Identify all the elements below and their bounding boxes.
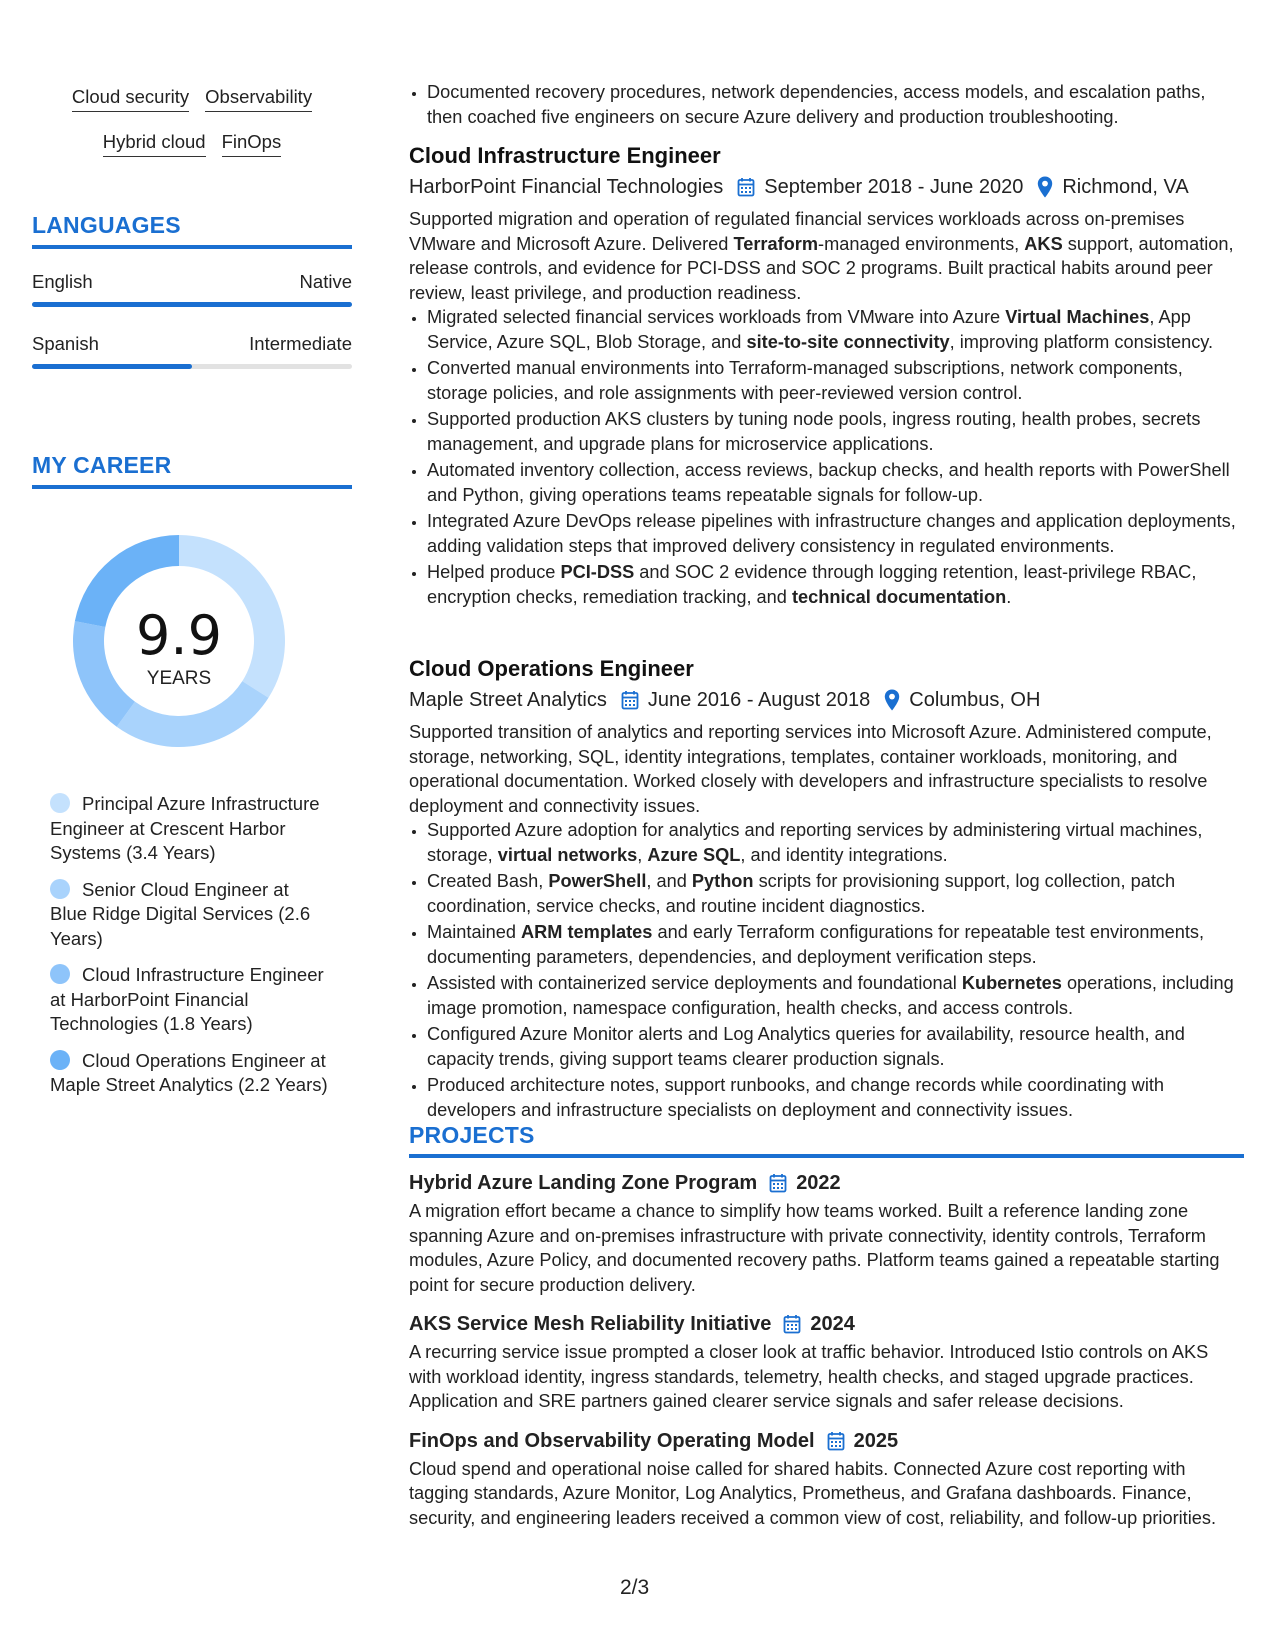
job-title: Cloud Operations Engineer bbox=[409, 656, 694, 681]
legend-item bbox=[50, 878, 330, 952]
company-name: HarborPoint Financial Technologies bbox=[409, 176, 724, 198]
job-description: Supported migration and operation of regulated financial services workloads across on-premises VMware and Microsoft Azure. Delivered Terraform-managed environments, AKS support, automation, release controls, and evidence for PCI-DSS and SOC 2 programs. Built practical habits around peer review, least privilege, and production readiness. bbox=[409, 209, 1234, 303]
skill-tags bbox=[32, 86, 352, 176]
previous-job-bullets bbox=[409, 80, 1244, 131]
section-rule bbox=[32, 485, 352, 489]
bullet-item: • Produced architecture notes, support runbooks, and change records while coordinating with developers and infrastructure specialists on deployment and connectivity issues. bbox=[427, 1073, 1244, 1122]
legend-dot bbox=[50, 793, 70, 813]
skill-tag: Cloud security bbox=[72, 86, 189, 112]
project-year: 2022 bbox=[796, 1172, 841, 1194]
company-name: Maple Street Analytics bbox=[409, 689, 607, 711]
language-bar-fill bbox=[32, 302, 352, 307]
tag-row bbox=[32, 131, 352, 157]
section-rule bbox=[32, 245, 352, 249]
legend-label: Cloud Operations Engineer at Maple Street Analytics (2.2 Years) bbox=[50, 1049, 328, 1095]
language-bar bbox=[32, 364, 352, 369]
tag-row bbox=[32, 86, 352, 112]
legend-dot bbox=[50, 879, 70, 899]
job-title: Cloud Infrastructure Engineer bbox=[409, 143, 721, 168]
project-name: FinOps and Observability Operating Model bbox=[409, 1429, 815, 1452]
calendar-icon bbox=[737, 177, 755, 197]
job-entry bbox=[409, 655, 1244, 1124]
job-entry bbox=[409, 142, 1244, 611]
legend-item bbox=[50, 963, 330, 1037]
calendar-icon bbox=[769, 1173, 787, 1193]
bullet-item: • Assisted with containerized service deployments and foundational Kubernetes operations, including image promotion, namespace configuration, health checks, and access controls. bbox=[427, 971, 1244, 1020]
project-year: 2025 bbox=[853, 1429, 899, 1452]
bullet-item: • Documented recovery procedures, network dependencies, access models, and escalation paths, then coached five engineers on secure Azure delivery and production troubleshooting. bbox=[427, 80, 1244, 129]
language-name: English bbox=[32, 271, 93, 292]
donut-center bbox=[66, 528, 292, 754]
career-total-years: 9.9 bbox=[136, 604, 222, 667]
calendar-icon bbox=[783, 1314, 801, 1334]
legend-label: Cloud Infrastructure Engineer at HarborPoint Financial Technologies (1.8 Years) bbox=[50, 964, 324, 1034]
language-level: Intermediate bbox=[249, 333, 352, 354]
career-legend bbox=[50, 792, 330, 1110]
calendar-icon bbox=[621, 690, 639, 710]
language-name: Spanish bbox=[32, 333, 99, 354]
job-location: Columbus, OH bbox=[909, 689, 1041, 711]
job-dates: September 2018 - June 2020 bbox=[764, 176, 1024, 198]
bullet-item: • Helped produce PCI-DSS and SOC 2 evidence through logging retention, least-privilege RBAC, encryption checks, remediation tracking, and technical documentation. bbox=[427, 560, 1244, 609]
language-item bbox=[32, 333, 352, 369]
calendar-icon bbox=[827, 1431, 845, 1451]
bullet-item: • Converted manual environments into Terraform-managed subscriptions, network components, storage policies, and role assignments with peer-reviewed version control. bbox=[427, 356, 1244, 405]
bullet-item: • Maintained ARM templates and early Terraform configurations for repeatable test environments, documenting parameters, dependencies, and deployment verification steps. bbox=[427, 920, 1244, 969]
project-description: A recurring service issue prompted a closer look at traffic behavior. Introduced Istio controls on AKS with workload identity, ingress standards, telemetry, health checks, and staged upgrade practices. Application and SRE partners gained clearer service signals and safer release decisions. bbox=[409, 1342, 1209, 1411]
projects-title: PROJECTS bbox=[409, 1122, 535, 1148]
job-bullets bbox=[409, 305, 1244, 609]
job-meta bbox=[409, 687, 1244, 713]
job-location: Richmond, VA bbox=[1062, 176, 1189, 198]
page-number: 2/3 bbox=[620, 1576, 650, 1599]
language-item bbox=[32, 271, 352, 307]
legend-item bbox=[50, 792, 330, 866]
projects-section bbox=[409, 1122, 1244, 1530]
legend-item bbox=[50, 1049, 330, 1098]
project-item bbox=[409, 1311, 1244, 1414]
career-title: MY CAREER bbox=[32, 452, 172, 478]
section-rule bbox=[409, 1154, 1244, 1158]
legend-label: Senior Cloud Engineer at Blue Ridge Digital Services (2.6 Years) bbox=[50, 878, 311, 949]
legend-dot bbox=[50, 1050, 70, 1070]
legend-label: Principal Azure Infrastructure Engineer at Crescent Harbor Systems (3.4 Years) bbox=[50, 793, 320, 863]
bullet-item: • Automated inventory collection, access reviews, backup checks, and health reports with PowerShell and Python, giving operations teams repeatable signals for follow-up. bbox=[427, 458, 1244, 507]
project-description: Cloud spend and operational noise called for shared habits. Connected Azure cost reporting with tagging standards, Azure Monitor, Log Analytics, Prometheus, and Grafana dashboards. Finance, security, and engineering leaders received a common view of cost, reliability, and follow-up priorities. bbox=[409, 1458, 1217, 1528]
legend-dot bbox=[50, 964, 70, 984]
bullet-item: • Created Bash, PowerShell, and Python scripts for provisioning support, log collection, patch coordination, service checks, and routine incident diagnostics. bbox=[427, 869, 1244, 918]
language-bar-fill bbox=[32, 364, 192, 369]
project-name: AKS Service Mesh Reliability Initiative bbox=[409, 1313, 772, 1335]
job-bullets bbox=[409, 818, 1244, 1122]
language-bar bbox=[32, 302, 352, 307]
bullet-item: • Integrated Azure DevOps release pipelines with infrastructure changes and application deployments, adding validation steps that improved delivery consistency in regulated environments. bbox=[427, 509, 1244, 558]
job-description: Supported transition of analytics and reporting services into Microsoft Azure. Administered compute, storage, networking, SQL, identity integrations, templates, container workloads, monitoring, and operational documentation. Worked closely with developers and infrastructure specialists to resolve deployment and connectivity issues. bbox=[409, 722, 1212, 816]
project-item bbox=[409, 1170, 1244, 1297]
bullet-item: • Supported Azure adoption for analytics and reporting services by administering virtual machines, storage, virtual networks, Azure SQL, and identity integrations. bbox=[427, 818, 1244, 867]
project-year: 2024 bbox=[810, 1313, 855, 1335]
bullet-item: • Migrated selected financial services workloads from VMware into Azure Virtual Machines, App Service, Azure SQL, Blob Storage, and site-to-site connectivity, improving platform consistency. bbox=[427, 305, 1244, 354]
job-dates: June 2016 - August 2018 bbox=[647, 689, 871, 711]
languages-section bbox=[32, 212, 352, 369]
project-name: Hybrid Azure Landing Zone Program bbox=[409, 1172, 758, 1194]
location-pin-icon bbox=[884, 689, 900, 711]
skill-tag: Hybrid cloud bbox=[103, 131, 206, 157]
language-level: Native bbox=[299, 271, 352, 292]
location-pin-icon bbox=[1037, 176, 1053, 198]
career-years-label: YEARS bbox=[146, 668, 212, 689]
bullet-item: • Supported production AKS clusters by tuning node pools, ingress routing, health probes, secrets management, and upgrade plans for microservice applications. bbox=[427, 407, 1244, 456]
bullet-item: • Configured Azure Monitor alerts and Log Analytics queries for availability, resource health, and capacity trends, giving support teams clearer production signals. bbox=[427, 1022, 1244, 1071]
project-description: A migration effort became a chance to simplify how teams worked. Built a reference landing zone spanning Azure and on-premises infrastructure with private connectivity, identity controls, Terraform modules, Azure Policy, and documented recovery paths. Platform teams gained a repeatable starting point for secure production delivery. bbox=[409, 1201, 1220, 1295]
skill-tag: FinOps bbox=[222, 131, 282, 157]
skill-tag: Observability bbox=[205, 86, 312, 112]
project-item bbox=[409, 1428, 1244, 1531]
job-meta bbox=[409, 174, 1244, 200]
career-section bbox=[32, 452, 352, 489]
languages-title: LANGUAGES bbox=[32, 212, 181, 238]
